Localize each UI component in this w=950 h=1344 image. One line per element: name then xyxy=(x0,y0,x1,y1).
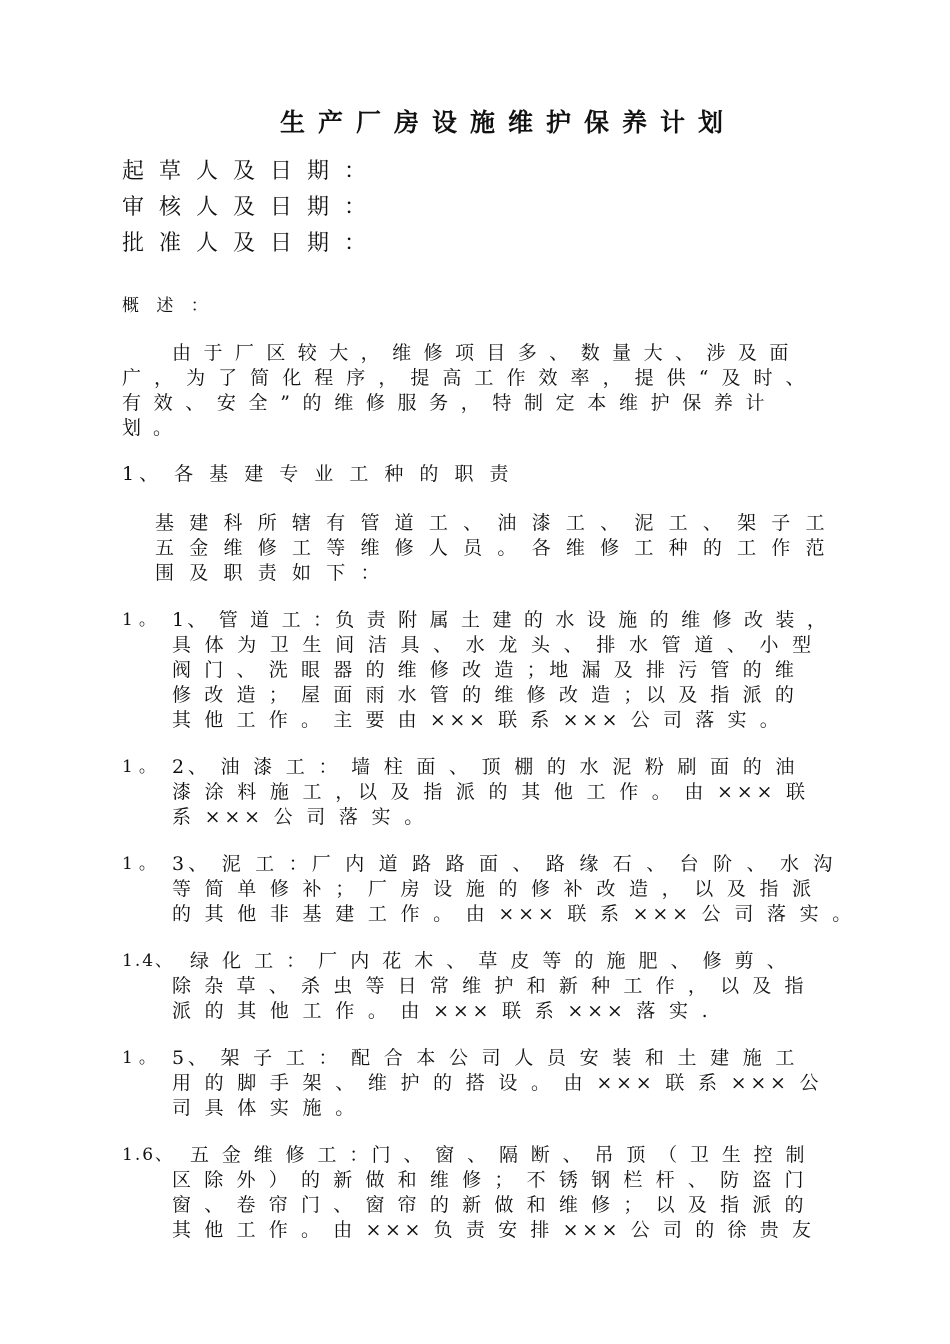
item-line: 1、 管 道 工 ：负 责 附 属 土 建 的 水 设 施 的 维 修 改 装 ， xyxy=(172,609,830,631)
section-intro-line: 基 建 科 所 辖 有 管 道 工 、 油 漆 工 、 泥 工 、 架 子 工 xyxy=(155,512,830,534)
item-line: 窗 、 卷 帘 门 、 窗 帘 的 新 做 和 维 修 ； 以 及 指 派 的 xyxy=(172,1194,808,1216)
item-line: 五 金 维 修 工 ：门 、 窗 、 隔 断 、 吊 顶 （ 卫 生 控 制 xyxy=(190,1144,808,1166)
item-line: 系 ××× 公 司 落 实 。 xyxy=(172,806,427,828)
item-number: 1。 xyxy=(122,757,162,777)
item-number: 1。 xyxy=(122,1048,162,1068)
overview-line: 广 ， 为 了 简 化 程 序 ， 提 高 工 作 效 率 ， 提 供 “ 及 时 、 xyxy=(122,367,809,389)
item-line: 派 的 其 他 工 作 。 由 ××× 联 系 ××× 落 实 . xyxy=(172,1000,712,1022)
item-line: 5、 架 子 工 ： 配 合 本 公 司 人 员 安 装 和 土 建 施 工 xyxy=(172,1047,799,1069)
item-number: 1.6、 xyxy=(122,1145,175,1165)
item-line: 阀 门 、 洗 眼 器 的 维 修 改 造 ；地 漏 及 排 污 管 的 维 xyxy=(172,659,798,681)
item-line: 的 其 他 非 基 建 工 作 。 由 ××× 联 系 ××× 公 司 落 实 。 xyxy=(172,903,856,925)
reviewer-signature-line: 审核人及日期： xyxy=(122,195,382,220)
item-line: 区 除 外 ） 的 新 做 和 维 修 ； 不 锈 钢 栏 杆 、 防 盗 门 xyxy=(172,1169,808,1191)
item-line: 2、 油 漆 工 ： 墙 柱 面 、 顶 棚 的 水 泥 粉 刷 面 的 油 xyxy=(172,756,799,778)
item-number: 1。 xyxy=(122,610,162,630)
item-line: 司 具 体 实 施 。 xyxy=(172,1097,358,1119)
item-line: 绿 化 工 ： 厂 内 花 木 、 草 皮 等 的 施 肥 、 修 剪 、 xyxy=(190,950,790,972)
overview-heading: 概 述 ： xyxy=(122,296,214,316)
overview-line: 划 。 xyxy=(122,417,176,439)
item-line: 用 的 脚 手 架 、 维 护 的 搭 设 。 由 ××× 联 系 ××× 公 xyxy=(172,1072,823,1094)
drafter-signature-line: 起草人及日期： xyxy=(122,159,382,184)
item-number: 1。 xyxy=(122,854,162,874)
overview-line: 有 效 、 安 全 ” 的 维 修 服 务 ， 特 制 定 本 维 护 保 养 计 xyxy=(122,392,768,414)
section-intro-line: 围 及 职 责 如 下 ： xyxy=(155,562,385,584)
item-line: 修 改 造 ； 屋 面 雨 水 管 的 维 修 改 造 ；以 及 指 派 的 xyxy=(172,684,798,706)
item-line: 3、 泥 工 ：厂 内 道 路 路 面 、 路 缘 石 、 台 阶 、 水 沟 xyxy=(172,853,837,875)
item-line: 等 简 单 修 补 ； 厂 房 设 施 的 修 补 改 造 ， 以 及 指 派 xyxy=(172,878,815,900)
document-title: 生产厂房设施维护保养计划 xyxy=(280,108,737,137)
item-line: 其 他 工 作 。 主 要 由 ××× 联 系 ××× 公 司 落 实 。 xyxy=(172,709,783,731)
item-line: 具 体 为 卫 生 间 洁 具 、 水 龙 头 、 排 水 管 道 、 小 型 xyxy=(172,634,815,656)
overview-line: 由 于 厂 区 较 大 ， 维 修 项 目 多 、 数 量 大 、 涉 及 面 xyxy=(172,342,792,364)
item-line: 除 杂 草 、 杀 虫 等 日 常 维 护 和 新 种 工 作 ， 以 及 指 xyxy=(172,975,808,997)
item-number: 1.4、 xyxy=(122,951,175,971)
section-heading: 1、 各 基 建 专 业 工 种 的 职 责 xyxy=(122,463,514,485)
item-line: 漆 涂 料 施 工 ，以 及 指 派 的 其 他 工 作 。 由 ××× 联 xyxy=(172,781,809,803)
approver-signature-line: 批准人及日期： xyxy=(122,231,382,256)
section-intro-line: 五 金 维 修 工 等 维 修 人 员 。 各 维 修 工 种 的 工 作 范 xyxy=(155,537,830,559)
item-line: 其 他 工 作 。 由 ××× 负 责 安 排 ××× 公 司 的 徐 贵 友 xyxy=(172,1219,815,1241)
